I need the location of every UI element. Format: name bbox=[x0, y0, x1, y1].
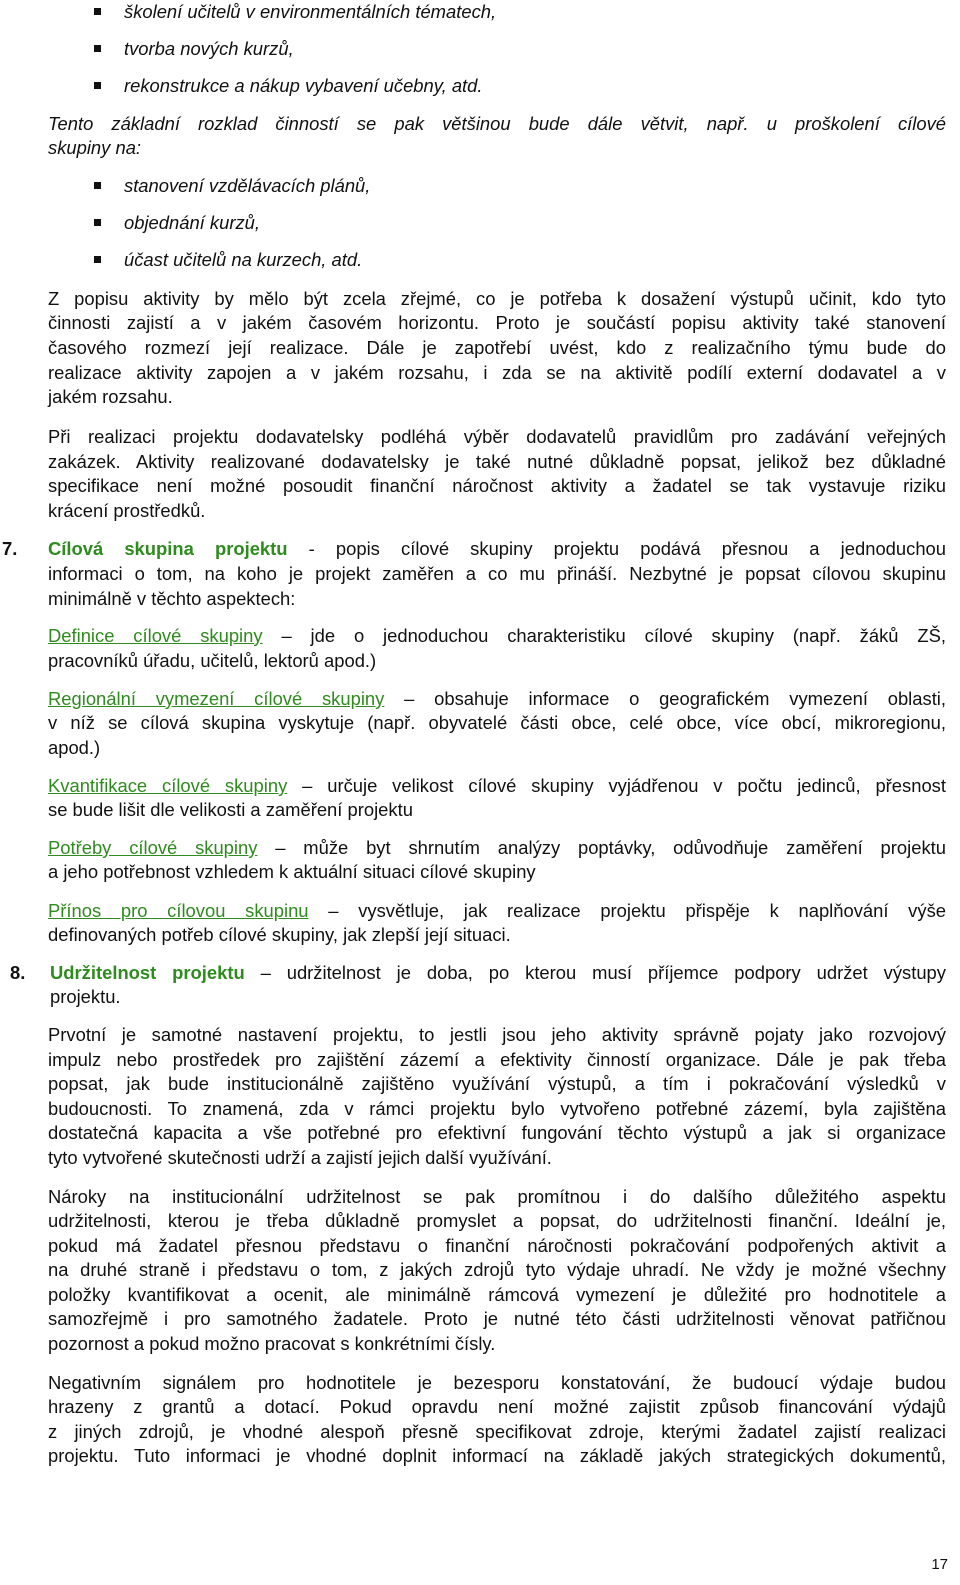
definition-term: Potřeby cílové skupiny bbox=[48, 837, 258, 858]
paragraph-line: realizace aktivity zapojen a v jakém rozsahu, i zda se na aktivitě podílí externí dodavatel a v bbox=[48, 362, 946, 383]
definition-item: Kvantifikace cílové skupiny – určuje velikost cílové skupiny vyjádřenou v počtu jedinců, přesnost bbox=[48, 775, 946, 796]
definition-item: Regionální vymezení cílové skupiny – obsahuje informace o geografickém vymezení oblasti, bbox=[48, 688, 946, 709]
definition-term: Regionální vymezení cílové skupiny bbox=[48, 688, 385, 709]
definition-item: Potřeby cílové skupiny – může byt shrnutím analýzy poptávky, odůvodňuje zaměření projektu bbox=[48, 837, 946, 858]
paragraph-line: dostatečná kapacita a vše potřebné pro efektivní fungování těchto výstupů a jak si organizace bbox=[48, 1122, 946, 1143]
paragraph-line: jakém rozsahu. bbox=[48, 386, 173, 407]
list-item: rekonstrukce a nákup vybavení učebny, atd. bbox=[124, 74, 483, 98]
section-heading-line: Udržitelnost projektu – udržitelnost je doba, po kterou musí příjemce podpory udržet výstupy bbox=[50, 962, 946, 983]
paragraph-line: popsat, jak bude institucionálně zajištěno využívání výstupů, a tím i pokračování výsledků v bbox=[48, 1073, 946, 1094]
list-item: tvorba nových kurzů, bbox=[124, 37, 294, 61]
definition-item: Definice cílové skupiny – jde o jednoduchou charakteristiku cílové skupiny (např. žáků ZŠ, bbox=[48, 625, 946, 646]
paragraph-line: skupiny na: bbox=[48, 137, 142, 158]
definition-term: Přínos pro cílovou skupinu bbox=[48, 900, 309, 921]
section-number: 7. bbox=[2, 538, 18, 559]
paragraph-line: pokud má žadatel přesnou představu o finanční náročnosti pokračování podpořených aktivit a bbox=[48, 1235, 946, 1256]
paragraph-line: projektu. bbox=[50, 986, 121, 1007]
definition-item: Přínos pro cílovou skupinu – vysvětluje, jak realizace projektu přispěje k naplňování výše bbox=[48, 900, 946, 921]
section-number: 8. bbox=[10, 962, 26, 983]
paragraph-line: udržitelnosti, kterou je třeba důkladně promyslet a popsat, do udržitelnosti finanční. Ideální je, bbox=[48, 1210, 946, 1231]
paragraph-line: impulz nebo prostředek pro zajištění zázemí a efektivity činností organizace. Dále je pak třeba bbox=[48, 1049, 946, 1070]
list-item: stanovení vzdělávacích plánů, bbox=[124, 174, 370, 198]
paragraph-line: zakázek. Aktivity realizované dodavatelsky je také nutné důkladně popsat, jelikož bez důkladné bbox=[48, 451, 946, 472]
section-title: Udržitelnost projektu bbox=[50, 962, 245, 983]
definition-term: Kvantifikace cílové skupiny bbox=[48, 775, 288, 796]
paragraph-line: specifikace není možné posoudit finanční náročnost aktivity a žadatel se tak vystavuje riziku bbox=[48, 475, 946, 496]
paragraph-line: Nároky na institucionální udržitelnost se pak promítnou i do dalšího důležitého aspektu bbox=[48, 1186, 946, 1207]
paragraph-line: pozornost a pokud možno pracovat s konkrétními čísly. bbox=[48, 1333, 496, 1354]
paragraph-line: tyto vytvořené skutečnosti udrží a zajistí jejich další využívání. bbox=[48, 1147, 552, 1168]
paragraph-line: činnosti zajistí a v jakém časovém horizontu. Proto je součástí popisu aktivity také stanovení bbox=[48, 312, 946, 333]
paragraph-line: a jeho potřebnost vzhledem k aktuální situaci cílové skupiny bbox=[48, 861, 536, 882]
paragraph-line: informaci o tom, na koho je projekt zaměřen a co mu přináší. Nezbytné je popsat cílovou skupinu bbox=[48, 563, 946, 584]
paragraph-line: položky kvantifikovat a ocenit, ale minimálně rámcová vymezení je důležité pro hodnotitele a bbox=[48, 1284, 946, 1305]
list-item: školení učitelů v environmentálních tématech, bbox=[124, 0, 496, 24]
paragraph-line: budoucnosti. To znamená, zda v rámci projektu bylo vytvořeno potřebné zázemí, byla zajištěna bbox=[48, 1098, 946, 1119]
paragraph-line: apod.) bbox=[48, 737, 101, 758]
paragraph-line: Negativním signálem pro hodnotitele je bezesporu konstatování, že budoucí výdaje budou bbox=[48, 1372, 946, 1393]
definition-term: Definice cílové skupiny bbox=[48, 625, 263, 646]
paragraph-line: z jiných zdrojů, je vhodné alespoň přesně specifikovat zdroje, kterými žadatel zajistí realizaci bbox=[48, 1421, 946, 1442]
paragraph-line: Prvotní je samotné nastavení projektu, to jestli jsou jeho aktivity správně pojaty jako rozvojový bbox=[48, 1024, 946, 1045]
paragraph-line: na druhé straně i představu o tom, z jakých zdrojů tyto výdaje uhradí. Ne vždy je možné všechny bbox=[48, 1259, 946, 1280]
paragraph-line: Při realizaci projektu dodavatelsky podléhá výběr dodavatelů pravidlům pro zadávání veřejných bbox=[48, 426, 946, 447]
paragraph-line: se bude lišit dle velikosti a zaměření projektu bbox=[48, 799, 413, 820]
section-title: Cílová skupina projektu bbox=[48, 538, 288, 559]
paragraph-line: definovaných potřeb cílové skupiny, jak zlepší její situaci. bbox=[48, 924, 511, 945]
page-number: 17 bbox=[931, 1556, 948, 1573]
paragraph-line: Tento základní rozklad činností se pak většinou bude dále větvit, např. u proškolení cílové bbox=[48, 113, 946, 134]
paragraph-line: projektu. Tuto informaci je vhodné doplnit informací na základě jakých strategických dokumentů, bbox=[48, 1445, 946, 1466]
paragraph-line: minimálně v těchto aspektech: bbox=[48, 588, 296, 609]
paragraph-line: krácení prostředků. bbox=[48, 500, 206, 521]
paragraph-line: hrazeny z grantů a dotací. Pokud opravdu není možné zajistit způsob financování výdajů bbox=[48, 1396, 946, 1417]
section-heading-line: Cílová skupina projektu - popis cílové skupiny projektu podává přesnou a jednoduchou bbox=[48, 538, 947, 559]
list-item: účast učitelů na kurzech, atd. bbox=[124, 248, 362, 272]
paragraph-line: pracovníků úřadu, učitelů, lektorů apod.) bbox=[48, 650, 377, 671]
paragraph-line: časového rozmezí její realizace. Dále je zapotřebí uvést, kdo z realizačního týmu bude do bbox=[48, 337, 946, 358]
paragraph-line: samozřejmě i pro samotného žadatele. Proto je nutné této části udržitelnosti věnovat patřičnou bbox=[48, 1308, 946, 1329]
paragraph-line: Z popisu aktivity by mělo být zcela zřejmé, co je potřeba k dosažení výstupů učinit, kdo tyto bbox=[48, 288, 946, 309]
list-item: objednání kurzů, bbox=[124, 211, 260, 235]
paragraph-line: v níž se cílová skupina vyskytuje (např. obyvatelé části obce, celé obce, více obcí, mikroregionu, bbox=[48, 712, 946, 733]
